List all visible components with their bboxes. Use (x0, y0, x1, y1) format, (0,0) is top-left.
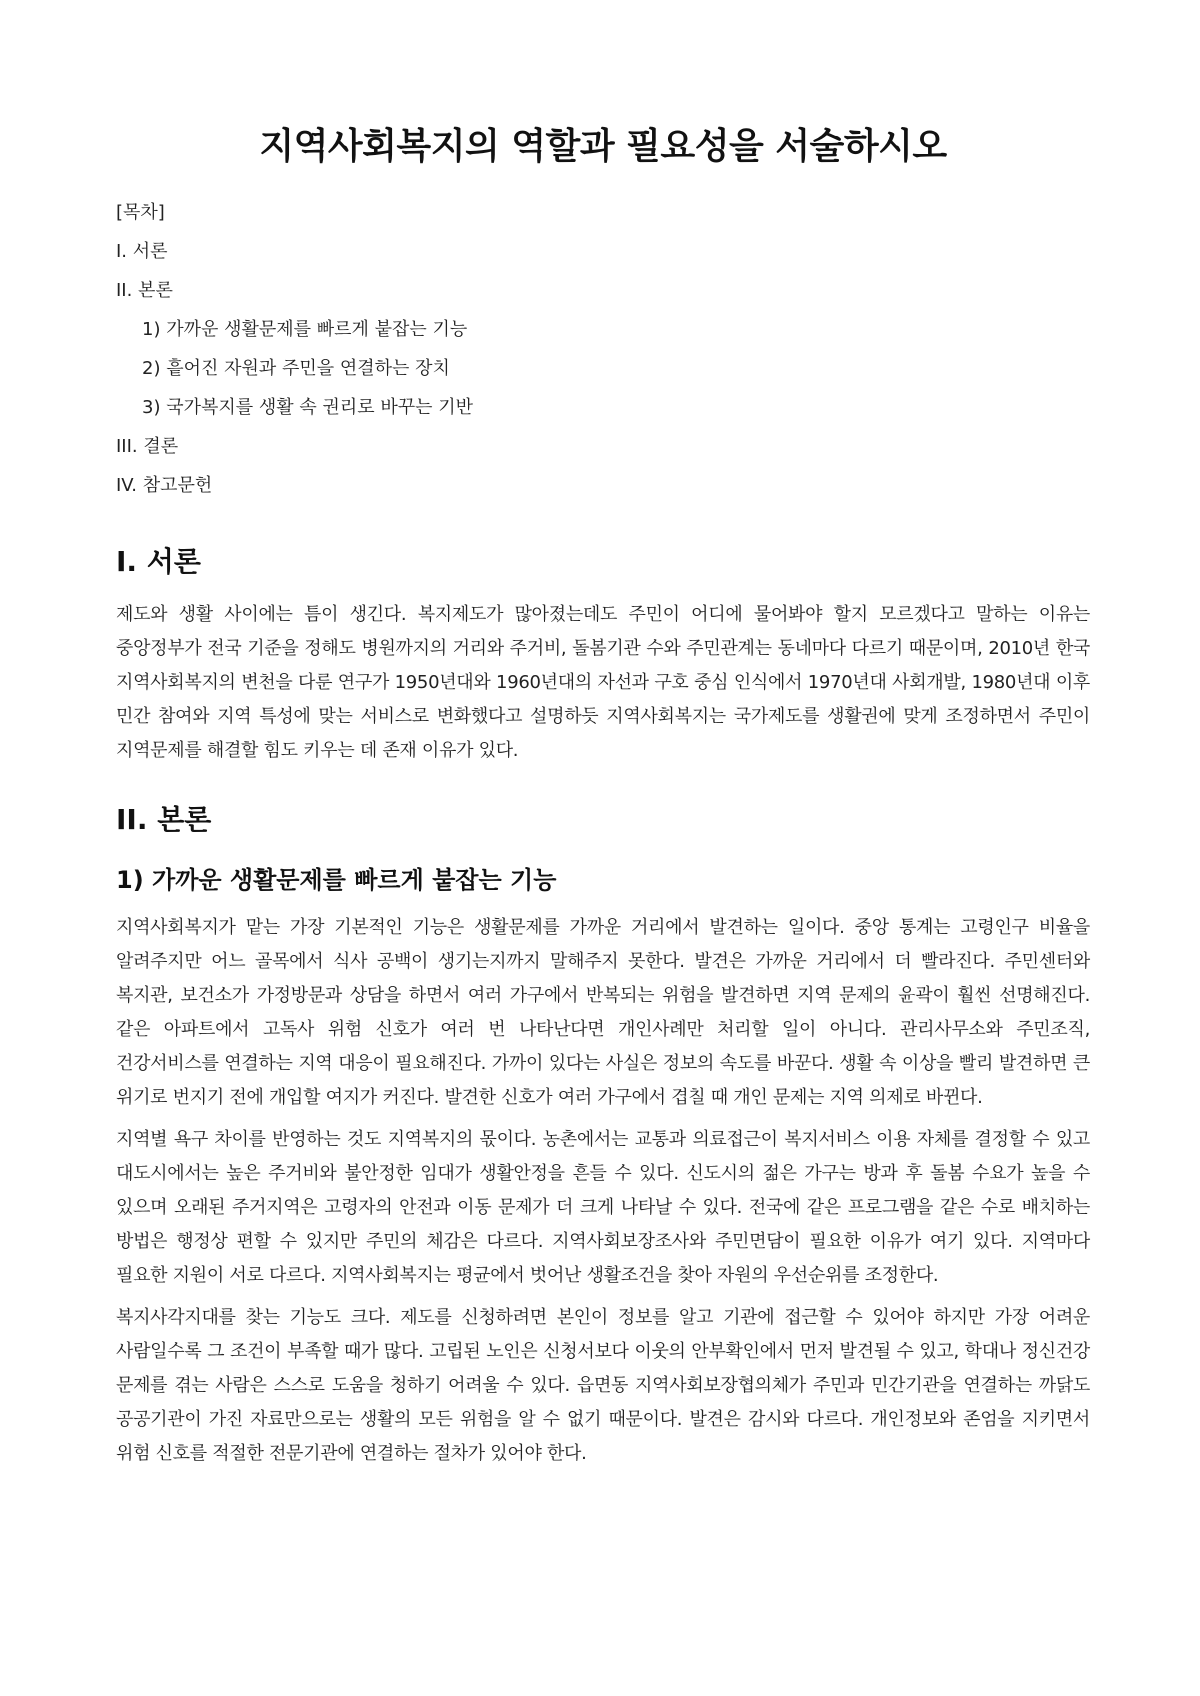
toc-item: III. 결론 (116, 436, 179, 457)
body-section (116, 798, 1090, 838)
body-paragraph: 지역별 욕구 차이를 반영하는 것도 지역복지의 몫이다. 농촌에서는 교통과 의료접근이 복지서비스 이용 자체를 결정할 수 있고 대도시에서는 높은 주거비와 불안정한 임대가 생활안정을 흔들 수 있다. 신도시의 젊은 가구는 방과 후 돌봄 수요가 높을 수 있으며 오래된 주거지역은 고령자의 안전과 이동 문제가 더 크게 나타날 수 있다. 전국에 같은 프로그램을 같은 수로 배치하는 방법은 행정상 편할 수 있지만 주민의 체감은 다르다. 지역사회보장조사와 주민면담이 필요한 이유가 여기 있다. 지역마다 필요한 지원이 서로 다르다. 지역사회복지는 평균에서 벗어난 생활조건을 찾아 자원의 우선순위를 조정한다. (116, 1129, 1090, 1286)
toc-subitem: 3) 국가복지를 생활 속 권리로 바꾸는 기반 (142, 397, 474, 418)
document-title: 지역사회복지의 역할과 필요성을 서술하시오 (259, 126, 947, 167)
body-paragraph: 지역사회복지가 맡는 가장 기본적인 기능은 생활문제를 가까운 거리에서 발견하는 일이다. 중앙 통계는 고령인구 비율을 알려주지만 어느 골목에서 식사 공백이 생기는지까지 말해주지 못한다. 발견은 가까운 거리에서 더 빨라진다. 주민센터와 복지관, 보건소가 가정방문과 상담을 하면서 여러 가구에서 반복되는 위험을 발견하면 지역 문제의 윤곽이 훨씬 선명해진다. 같은 아파트에서 고독사 위험 신호가 여러 번 나타난다면 개인사례만 처리할 일이 아니다. 관리사무소와 주민조직, 건강서비스를 연결하는 지역 대응이 필요해진다. 가까이 있다는 사실은 정보의 속도를 바꾼다. 생활 속 이상을 빨리 발견하면 큰 위기로 번지기 전에 개입할 여지가 커진다. 발견한 신호가 여러 가구에서 겹칠 때 개인 문제는 지역 의제로 바뀐다. (116, 917, 1090, 1108)
subsection-1 (116, 860, 1090, 1471)
body-paragraph: 복지사각지대를 찾는 기능도 크다. 제도를 신청하려면 본인이 정보를 알고 기관에 접근할 수 있어야 하지만 가장 어려운 사람일수록 그 조건이 부족할 때가 많다. 고립된 노인은 신청서보다 이웃의 안부확인에서 먼저 발견될 수 있고, 학대나 정신건강 문제를 겪는 사람은 스스로 도움을 청하기 어려울 수 있다. 읍면동 지역사회보장협의체가 주민과 민간기관을 연결하는 까닭도 공공기관이 가진 자료만으로는 생활의 모든 위험을 알 수 없기 때문이다. 발견은 감시와 다르다. 개인정보와 존엄을 지키면서 위험 신호를 적절한 전문기관에 연결하는 절차가 있어야 한다. (116, 1307, 1090, 1464)
intro-heading: I. 서론 (116, 545, 201, 578)
body-heading: II. 본론 (116, 803, 212, 836)
toc-item: I. 서론 (116, 241, 168, 262)
toc-item: IV. 참고문헌 (116, 475, 213, 496)
toc-item: II. 본론 (116, 280, 173, 301)
toc-subitem: 2) 흩어진 자원과 주민을 연결하는 장치 (142, 358, 450, 379)
table-of-contents (116, 199, 1090, 500)
subsection-1-heading: 1) 가까운 생활문제를 빠르게 붙잡는 기능 (116, 866, 557, 894)
toc-subitem: 1) 가까운 생활문제를 빠르게 붙잡는 기능 (142, 319, 468, 340)
toc-heading: [목차] (116, 202, 165, 223)
intro-paragraph: 제도와 생활 사이에는 틈이 생긴다. 복지제도가 많아졌는데도 주민이 어디에 물어봐야 할지 모르겠다고 말하는 이유는 중앙정부가 전국 기준을 정해도 병원까지의 거리와 주거비, 돌봄기관 수와 주민관계는 동네마다 다르기 때문이며, 2010년 한국 지역사회복지의 변천을 다룬 연구가 1950년대와 1960년대의 자선과 구호 중심 인식에서 1970년대 사회개발, 1980년대 이후 민간 참여와 지역 특성에 맞는 서비스로 변화했다고 설명하듯 지역사회복지는 국가제도를 생활권에 맞게 조정하면서 주민이 지역문제를 해결할 힘도 키우는 데 존재 이유가 있다. (116, 604, 1090, 761)
intro-section (116, 540, 1090, 768)
